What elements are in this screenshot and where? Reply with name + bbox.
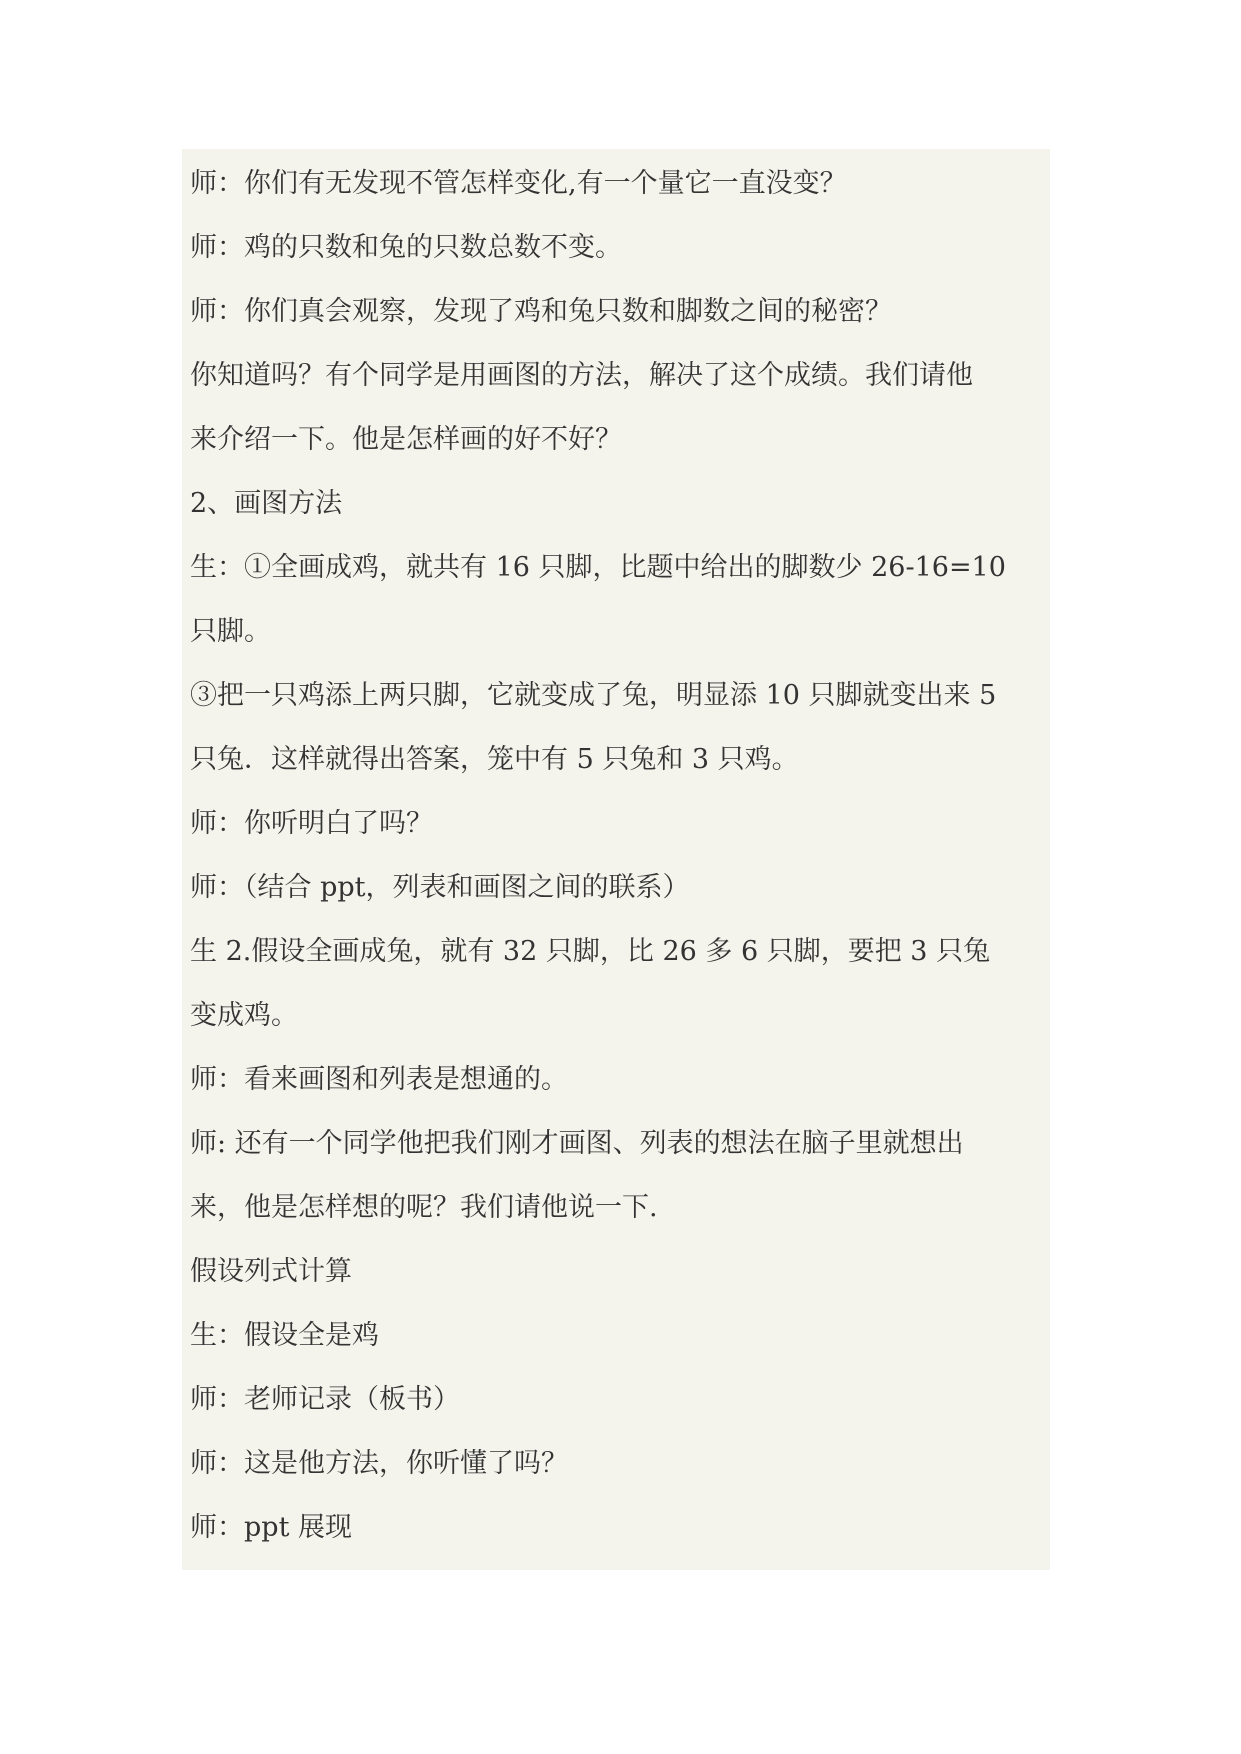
text-line-22: 师：ppt 展现	[190, 1512, 352, 1543]
text-line-2: 师：鸡的只数和兔的只数总数不变。	[190, 232, 622, 263]
text-line-4: 你知道吗？有个同学是用画图的方法，解决了这个成绩。我们请他	[190, 360, 973, 391]
text-line-11: 师：你听明白了吗？	[190, 808, 433, 839]
section-heading: 2、画图方法	[190, 488, 343, 519]
text-line-19: 生：假设全是鸡	[190, 1320, 379, 1351]
text-line-12: 师：（结合 ppt，列表和画图之间的联系）	[190, 872, 690, 903]
text-line-1: 师：你们有无发现不管怎样变化,有一个量它一直没变？	[190, 168, 847, 199]
text-line-15: 师：看来画图和列表是想通的。	[190, 1064, 568, 1095]
text-line-10: 只兔．这样就得出答案，笼中有 5 只兔和 3 只鸡。	[190, 744, 799, 775]
text-line-18: 假设列式计算	[190, 1256, 352, 1287]
text-line-20: 师：老师记录（板书）	[190, 1384, 460, 1415]
text-line-5: 来介绍一下。他是怎样画的好不好？	[190, 424, 622, 455]
text-line-17: 来，他是怎样想的呢？我们请他说一下.	[190, 1192, 658, 1223]
text-line-21: 师：这是他方法，你听懂了吗？	[190, 1448, 568, 1479]
text-line-8: 只脚。	[190, 616, 271, 647]
text-line-9: ③把一只鸡添上两只脚，它就变成了兔，明显添 10 只脚就变出来 5	[190, 680, 997, 711]
text-line-13: 生 2.假设全画成兔，就有 32 只脚，比 26 多 6 只脚，要把 3 只兔	[190, 936, 991, 967]
text-line-3: 师：你们真会观察，发现了鸡和兔只数和脚数之间的秘密？	[190, 296, 892, 327]
text-line-7: 生：①全画成鸡，就共有 16 只脚，比题中给出的脚数少 26-16=10	[190, 552, 1006, 583]
text-line-14: 变成鸡。	[190, 1000, 298, 1031]
text-line-16: 师: 还有一个同学他把我们刚才画图、列表的想法在脑子里就想出	[190, 1128, 964, 1159]
